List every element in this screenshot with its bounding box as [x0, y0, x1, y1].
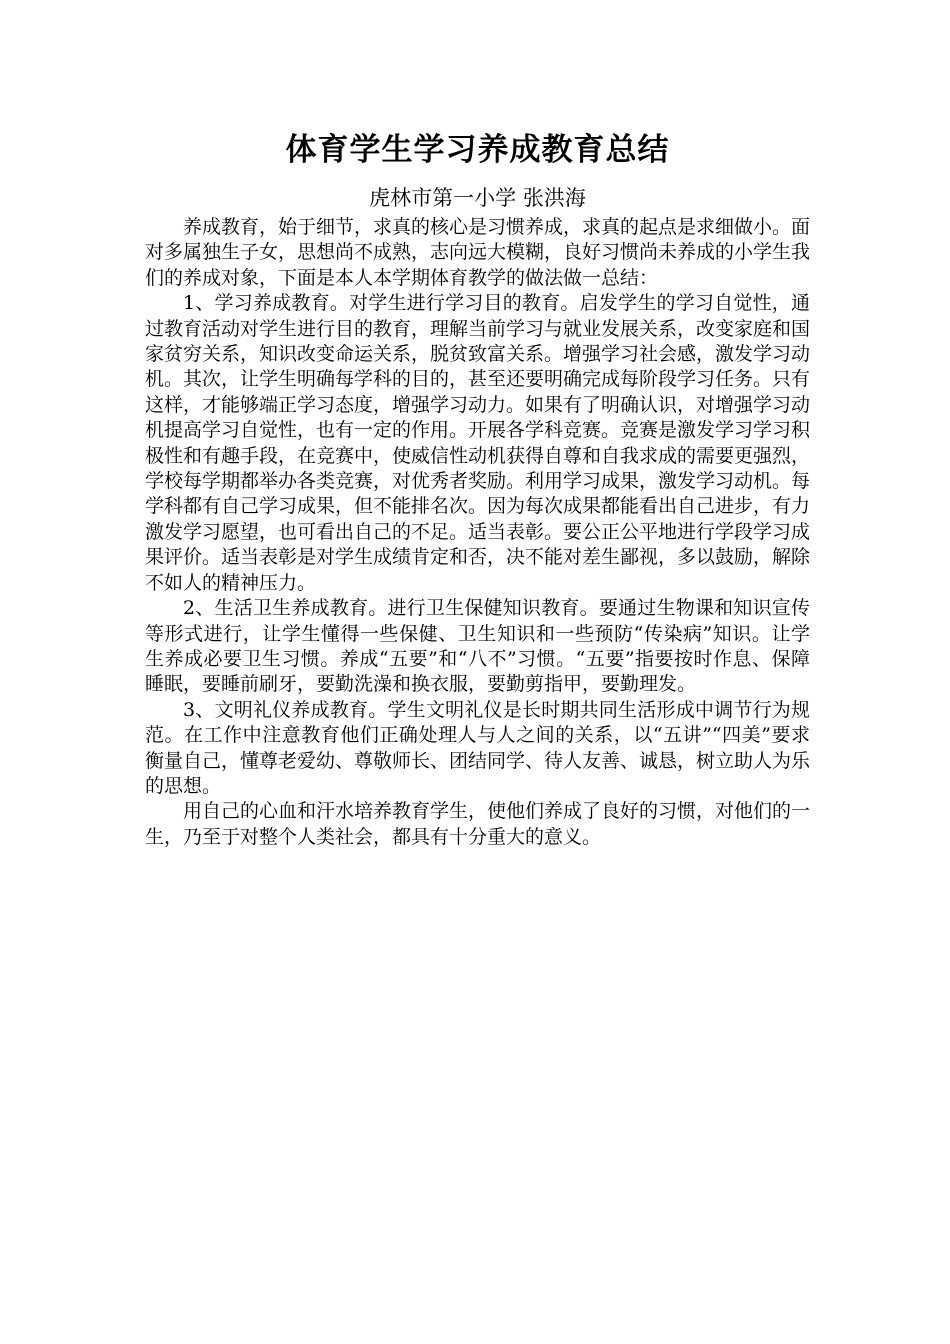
document-subtitle: 虎林市第一小学 张洪海	[369, 186, 586, 210]
intro-paragraph: 养成教育，始于细节，求真的核心是习惯养成，求真的起点是求细做小。面对多属独生子女，思想尚不成熟，志向远大模糊，良好习惯尚未养成的小学生我们的养成对象，下面是本人本学期体育教学的做法做一总结：	[145, 216, 811, 289]
study-habits-paragraph: 1、学习养成教育。对学生进行学习目的教育。启发学生的学习自觉性，通过教育活动对学生进行目的教育，理解当前学习与就业发展关系，改变家庭和国家贫穷关系，知识改变命运关系，脱贫致富关系。增强学习社会感，激发学习动机。其次，让学生明确每学科的目的，甚至还要明确完成每阶段学习任务。只有这样，才能够端正学习态度，增强学习动力。如果有了明确认识，对增强学习动机提高学习自觉性，也有一定的作用。开展各学科竞赛。竞赛是激发学习学习积极性和有趣手段，在竞赛中，使威信性动机获得自尊和自我求成的需要更强烈，学校每学期都举办各类竞赛，对优秀者奖励。利用学习成果，激发学习动机。每学科都有自己学习成果，但不能排名次。因为每次成果都能看出自己进步，有力激发学习愿望，也可看出自己的不足。适当表彰。要公正公平地进行学段学习成果评价。适当表彰是对学生成绩肯定和否，决不能对差生鄙视，多以鼓励，解除不如人的精神压力。	[145, 292, 811, 594]
etiquette-habits-paragraph: 3、文明礼仪养成教育。学生文明礼仪是长时期共同生活形成中调节行为规范。在工作中注意教育他们正确处理人与人之间的关系，以“五讲”“四美”要求衡量自己，懂尊老爱幼、尊敬师长、团结同学、待人友善、诚恳，树立助人为乐的思想。	[145, 698, 811, 797]
conclusion-paragraph: 用自己的心血和汗水培养教育学生，使他们养成了良好的习惯，对他们的一生，乃至于对整个人类社会，都具有十分重大的意义。	[145, 800, 811, 848]
document-title: 体育学生学习养成教育总结	[285, 132, 670, 168]
document-page	[145, 128, 810, 850]
document-body	[145, 215, 810, 850]
hygiene-habits-paragraph: 2、生活卫生养成教育。进行卫生保健知识教育。要通过生物课和知识宣传等形式进行，让学生懂得一些保健、卫生知识和一些预防“传染病”知识。让学生养成必要卫生习惯。养成“五要”和“八不”习惯。“五要”指要按时作息、保障睡眠，要睡前刷牙，要勤洗澡和换衣服，要勤剪指甲，要勤理发。	[145, 597, 810, 696]
